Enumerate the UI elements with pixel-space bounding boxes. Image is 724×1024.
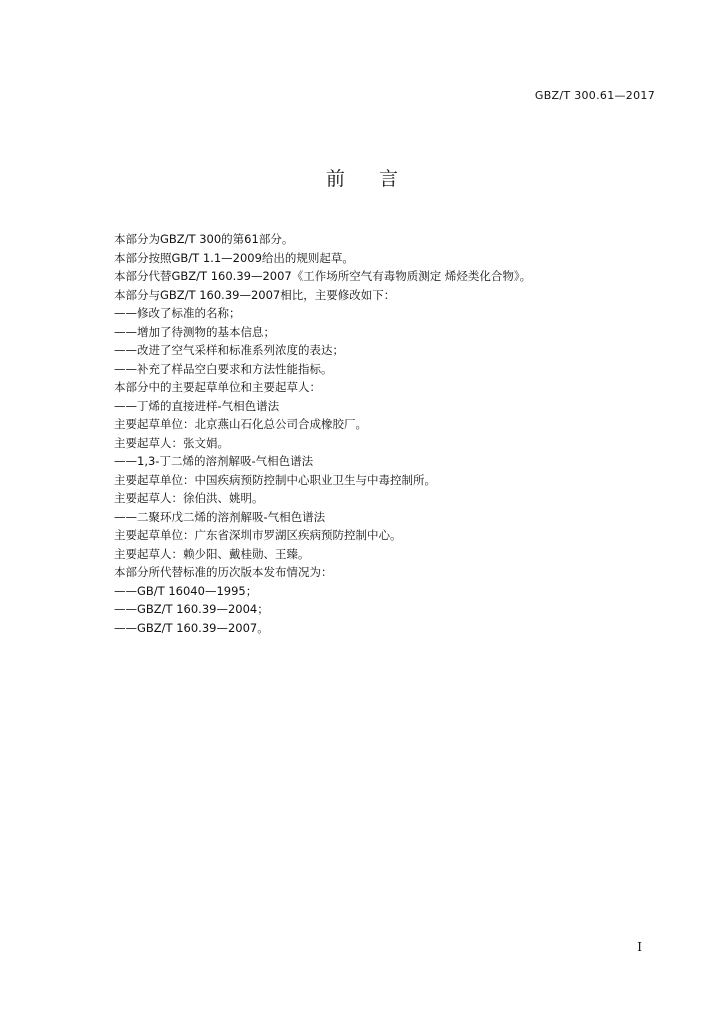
body-line: ——GB/T 16040—1995； [114, 583, 258, 598]
body-line: 主要起草单位：广东省深圳市罗湖区疾病预防控制中心。 [114, 528, 402, 542]
body-line: ——GBZ/T 160.39—2004； [114, 602, 269, 616]
body-line: 本部分代替GBZ/T 160.39—2007《工作场所空气有毒物质测定 烯烃类化合物》。 [114, 269, 532, 283]
body-line: 本部分与GBZ/T 160.39—2007相比，主要修改如下： [114, 287, 396, 302]
body-line: 本部分按照GB/T 1.1—2009给出的规则起草。 [114, 250, 354, 265]
body-line: 本部分中的主要起草单位和主要起草人： [114, 380, 321, 394]
page-title [0, 164, 724, 191]
body-line: 主要起草人：张文娟。 [114, 435, 229, 450]
body-line: 主要起草人：徐伯洪、姚明。 [114, 491, 264, 505]
body-line: 主要起草单位：北京燕山石化总公司合成橡胶厂。 [114, 417, 367, 431]
body-line: ——丁烯的直接进样-气相色谱法 [114, 398, 280, 413]
body-line: 主要起草人：赖少阳、戴桂勋、王臻。 [114, 546, 310, 561]
body-line: 本部分为GBZ/T 300的第61部分。 [114, 232, 294, 246]
standard-code-header: GBZ/T 300.61—2017 [534, 89, 655, 102]
title-char-2: 言 [379, 168, 399, 190]
body-line: 本部分所代替标准的历次版本发布情况为： [114, 565, 333, 579]
body-line: ——改进了空气采样和标准系列浓度的表达； [114, 343, 344, 357]
body-line: ——增加了待测物的基本信息； [114, 324, 275, 339]
title-char-1: 前 [325, 168, 345, 190]
body-line: 主要起草单位：中国疾病预防控制中心职业卫生与中毒控制所。 [114, 472, 436, 487]
body-line: ——二聚环戊二烯的溶剂解吸-气相色谱法 [114, 509, 326, 524]
body-line: ——1,3-丁二烯的溶剂解吸-气相色谱法 [114, 454, 314, 468]
body-line: ——GBZ/T 160.39—2007。 [114, 620, 269, 635]
body-line: ——修改了标准的名称； [114, 306, 241, 320]
foreword-body [114, 230, 674, 637]
body-line: ——补充了样品空白要求和方法性能指标。 [114, 361, 333, 376]
page-number: I [637, 940, 642, 954]
